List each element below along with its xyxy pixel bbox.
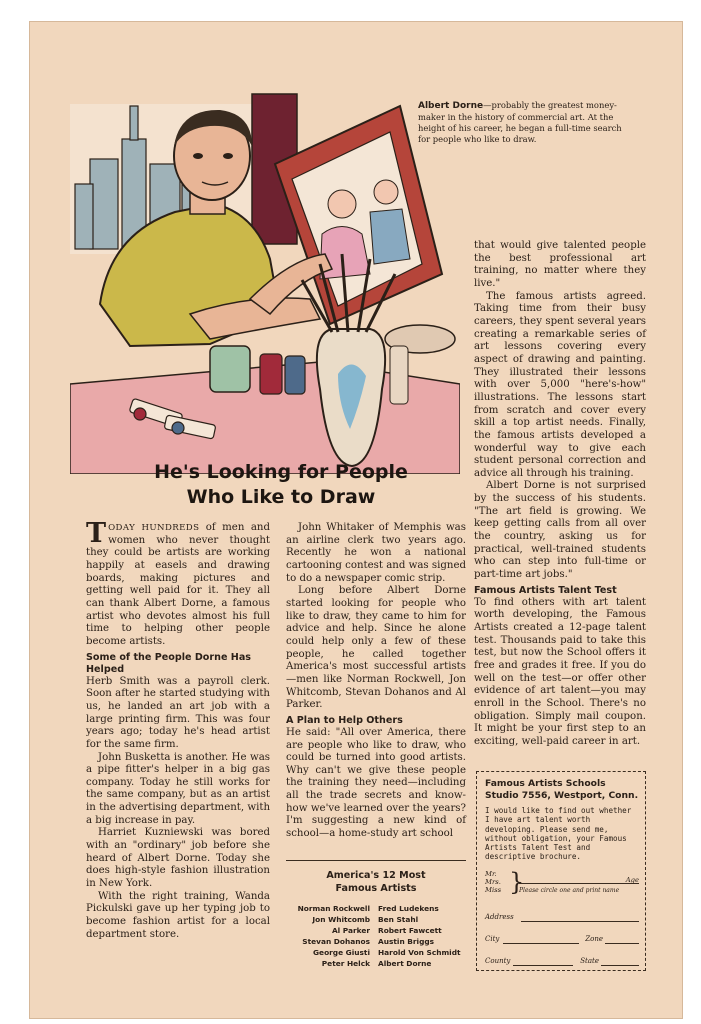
article-column-2: [286, 522, 466, 841]
paragraph: With the right training, Wanda Pickulski gave up her typing job to become fashion artist for a local department store.: [86, 890, 270, 940]
address-label: Address: [485, 912, 514, 921]
mail-coupon[interactable]: [476, 771, 646, 971]
paragraph: He said: "All over America, there are people who like to draw, who could be turned into good artists. Why can't we give these people the training they need—including all the trade secrets and know-how we've learned over the years? I'm suggesting a new kind of school—a home-study art school: [286, 726, 466, 840]
paragraph: Herb Smith was a payroll clerk. Soon after he started studying with us, he landed an art job with a large printing firm. This was four years ago; today he's head artist for the same firm.: [86, 675, 270, 750]
artist-name: Austin Briggs: [378, 937, 435, 946]
artist-name: Robert Fawcett: [378, 926, 442, 935]
artist-name: George Giusti: [312, 948, 370, 957]
county-state-field[interactable]: [485, 950, 639, 970]
state-label: State: [580, 956, 599, 965]
artist-name: Ben Stahl: [378, 915, 419, 924]
subhead-talent-test: Famous Artists Talent Test: [474, 584, 617, 596]
address-field[interactable]: [485, 906, 639, 926]
age-line[interactable]: [613, 883, 639, 884]
coupon-name-field[interactable]: [485, 867, 639, 904]
artists-title-line-1: America's 12 Most: [326, 870, 426, 881]
paragraph: that would give talented people the best professional art training, no matter where they live.": [474, 240, 646, 289]
paragraph: The famous artists agreed. Taking time from their busy careers, they spent several years creating a remarkable series of art lessons covering every aspect of drawing and painting. They illustrated their lessons with over 5,000 "here's-how" illustrations. The lessons start from scratch and cover every skill a top artist needs. Finally, the famous artists developed a wonderful way to give each student personal correction and advice all through his training.: [474, 290, 646, 479]
county-line[interactable]: [513, 965, 573, 966]
caption-name: Albert Dorne: [418, 101, 484, 111]
artist-illustration: [70, 84, 460, 474]
paragraph: Long before Albert Dorne started looking for people who like to draw, they came to him for advice and help. Since he alone could help only a few of these people, he called together America's most successful artists—men like Norman Rockwell, Jon Whitcomb, Stevan Dohanos and Al Parker.: [286, 585, 466, 711]
age-label: Age: [625, 875, 639, 884]
artist-name: Stevan Dohanos: [302, 937, 370, 946]
coupon-school-name: Famous Artists Schools: [485, 778, 606, 789]
state-line[interactable]: [601, 965, 639, 966]
drop-cap: T: [86, 518, 107, 549]
article-column-1: [86, 518, 270, 941]
artist-name: Albert Dorne: [378, 959, 432, 968]
article-column-3: [474, 240, 646, 749]
brace-glyph: }: [509, 867, 525, 896]
title-mrs[interactable]: Mrs.: [485, 877, 501, 886]
name-line[interactable]: [519, 883, 615, 884]
subhead-plan: A Plan to Help Others: [286, 714, 403, 726]
famous-artists-box: [286, 860, 466, 969]
headline-line-2: Who Like to Draw: [186, 486, 376, 508]
magazine-page: [30, 22, 682, 1018]
county-label: County: [485, 956, 511, 965]
illustration-caption: [418, 100, 633, 145]
artist-name: Norman Rockwell: [297, 904, 370, 913]
coupon-address: Studio 7556, Westport, Conn.: [485, 789, 639, 801]
subhead-people-helped: Some of the People Dorne Has Helped: [86, 651, 252, 675]
artists-title-line-2: Famous Artists: [335, 883, 417, 894]
artist-name: Fred Ludekens: [378, 904, 439, 913]
paragraph: Albert Dorne is not surprised by the success of his students. "The art field is growing. We keep getting calls from all over the country, asking us for practical, well-trained students who can step into full-time or part-time art jobs.": [474, 480, 646, 581]
artist-name: Peter Helck: [321, 959, 370, 968]
headline-line-1: He's Looking for People: [154, 461, 408, 483]
artist-name: Jon Whitcomb: [312, 915, 370, 924]
artists-list: [286, 903, 466, 969]
name-hint: Please circle one and print name: [519, 886, 620, 894]
zone-line[interactable]: [605, 943, 639, 944]
artist-name: Harold Von Schmidt: [378, 948, 461, 957]
address-line[interactable]: [521, 921, 639, 922]
coupon-body: I would like to find out whether I have art talent worth developing. Please send me, without obligation, your Famous Artists Talent Test and descriptive brochure.: [485, 806, 632, 862]
paragraph: To find others with art talent worth developing, the Famous Artists created a 12-page talent test. Thousands paid to take this test, but now the School offers it free and grades it free. If you do well on the test—or offer other evidence of art talent—you may enroll in the School. There's no obligation. Simply mail coupon. It might be your first step to an exciting, well-paid career in art.: [474, 596, 646, 747]
city-zone-field[interactable]: [485, 928, 639, 948]
intro-paragraph: [86, 518, 270, 649]
paragraph: Harriet Kuzniewski was bored with an "ordinary" job before she heard of Albert Dorne. Today she does high-style fashion illustration in New York.: [86, 827, 270, 890]
caption-text: —probably the greatest money-maker in the history of commercial art. At the height of his career, he began a full-time search for people who like to draw.: [418, 100, 622, 144]
headline: [126, 460, 436, 510]
artist-name: Al Parker: [331, 926, 370, 935]
title-mr[interactable]: Mr.: [485, 869, 497, 878]
title-miss[interactable]: Miss: [485, 885, 502, 894]
paragraph: John Busketta is another. He was a pipe fitter's helper in a big gas company. Today he still works for the same company, but as an artist in the advertising department, with a big increase in pay.: [86, 751, 270, 826]
lead-smallcaps: ODAY HUNDREDS: [108, 523, 200, 533]
zone-label: Zone: [585, 934, 603, 943]
city-line[interactable]: [503, 943, 579, 944]
paragraph: John Whitaker of Memphis was an airline clerk two years ago. Recently he won a national cartooning contest and was signed to do a newspaper comic strip.: [286, 522, 467, 584]
artists-title: [286, 869, 466, 895]
intro-text: of men and women who never thought they could be artists are working happily at easels and drawing boards, making pictures and getting well paid for it. They all can thank Albert Dorne, a famous artist who devotes almost his full time to helping other people become artists.: [86, 522, 270, 647]
city-label: City: [485, 934, 500, 943]
title-options[interactable]: [485, 870, 501, 894]
